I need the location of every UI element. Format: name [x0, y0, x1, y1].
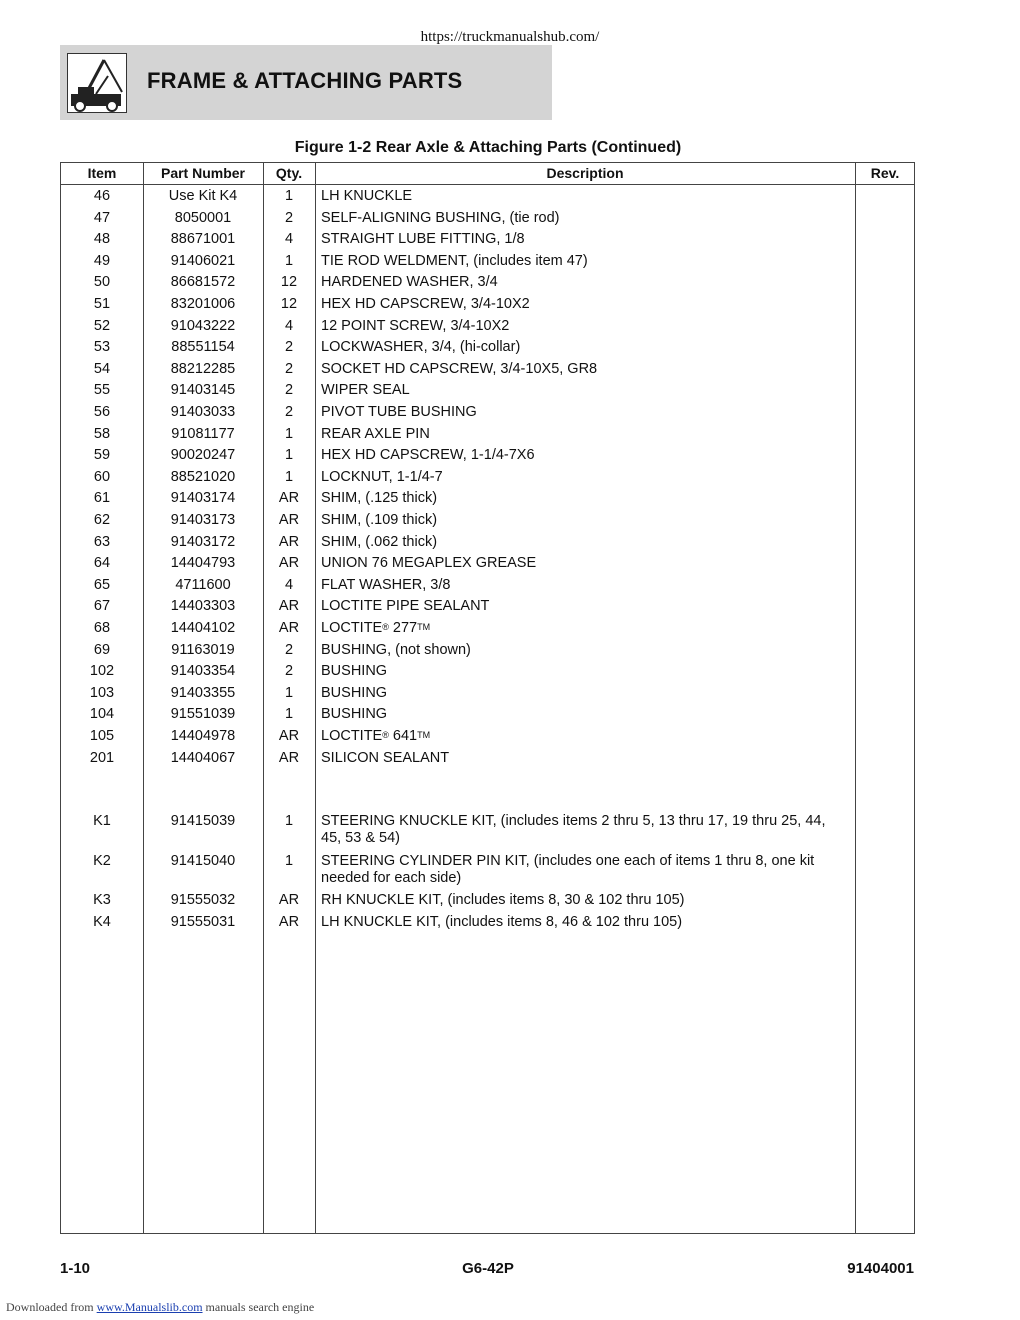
description-text: PIVOT TUBE BUSHING [321, 404, 477, 420]
qty-cell: 2 [284, 209, 294, 226]
part-number-cell: 91043222 [170, 317, 236, 334]
description-cell [321, 231, 851, 248]
item-cell: 68 [93, 620, 111, 636]
page-number: 1-10 [60, 1260, 91, 1277]
description-text: RH KNUCKLE KIT, (includes items 8, 30 & 102 thru 105) [321, 892, 685, 908]
item-cell: 64 [93, 555, 111, 572]
description-cell [321, 404, 851, 421]
description-text: BUSHING [321, 663, 388, 680]
table-header [61, 163, 914, 185]
qty-cell: 2 [284, 404, 294, 420]
part-number-cell: 4711600 [175, 576, 231, 593]
description-continued: needed for each side) [321, 870, 462, 886]
description-cell [321, 318, 851, 335]
part-number-cell: 91403173 [170, 512, 236, 528]
description-cell [321, 361, 851, 378]
part-number-cell: 91403033 [170, 404, 236, 420]
header-qty: Qty. [275, 165, 303, 181]
description-text: LOCTITE PIPE SEALANT [321, 598, 490, 615]
description-text: LH KNUCKLE [321, 188, 413, 204]
part-number-cell: 91403355 [170, 684, 236, 701]
part-number-cell: 91403145 [170, 382, 236, 399]
qty-cell: 2 [284, 663, 294, 680]
description-cell [321, 598, 851, 615]
description-text: LOCTITE [321, 728, 383, 744]
qty-cell: AR [278, 533, 300, 550]
page-section-title: FRAME & ATTACHING PARTS [147, 68, 463, 93]
qty-cell: AR [278, 892, 300, 908]
item-cell: 50 [93, 274, 111, 291]
description-cell [321, 706, 851, 723]
description-text: LOCKNUT, 1-1/4-7 [321, 468, 443, 485]
part-number-cell: 91415040 [170, 853, 236, 869]
column-divider [855, 163, 856, 1233]
description-cell [321, 914, 851, 931]
item-cell: 67 [93, 598, 111, 615]
part-number-cell: 91406021 [170, 252, 236, 269]
parts-table [60, 162, 915, 1234]
part-number-cell: 91415039 [170, 813, 236, 829]
part-number-cell: 14404067 [170, 749, 236, 766]
description-continued: 45, 53 & 54) [321, 830, 400, 846]
part-number-cell: 14404102 [170, 620, 236, 636]
item-cell: 53 [93, 339, 111, 356]
description-cell [321, 728, 851, 745]
part-number-cell: 88551154 [171, 339, 235, 356]
description-text: LOCKWASHER, 3/4, (hi-collar) [321, 339, 521, 356]
qty-cell: 1 [284, 853, 294, 869]
column-divider [315, 163, 316, 1233]
description-cell [321, 620, 851, 637]
description-cell [321, 534, 851, 551]
description-cell [321, 512, 851, 529]
download-prefix: Downloaded from [6, 1300, 97, 1314]
download-suffix: manuals search engine [202, 1300, 315, 1314]
registered-mark: ® [382, 730, 389, 740]
item-cell: K3 [93, 892, 111, 908]
part-number-cell: 14404793 [170, 555, 236, 572]
qty-cell: 1 [284, 188, 294, 204]
qty-cell: 2 [284, 360, 294, 377]
item-cell: 103 [89, 684, 115, 701]
description-text: HARDENED WASHER, 3/4 [321, 274, 498, 291]
description-text: HEX HD CAPSCREW, 1-1/4-7X6 [321, 447, 535, 464]
header-rev: Rev. [870, 165, 900, 181]
qty-cell: AR [278, 728, 300, 744]
qty-cell: 1 [284, 813, 294, 829]
description-text: 12 POINT SCREW, 3/4-10X2 [321, 317, 510, 334]
qty-cell: AR [278, 512, 300, 528]
part-number-cell: 83201006 [170, 296, 236, 312]
description-cell [321, 490, 851, 507]
qty-cell: 2 [284, 339, 294, 356]
registered-mark: ® [382, 622, 389, 632]
download-note [6, 1300, 314, 1315]
item-cell: 201 [89, 749, 115, 766]
part-number-cell: 91081177 [171, 425, 235, 442]
part-number-cell: 88521020 [170, 468, 236, 485]
part-number-cell: 91555031 [170, 914, 236, 930]
qty-cell: AR [278, 490, 300, 507]
figure-title: Figure 1-2 Rear Axle & Attaching Parts (Continued) [294, 139, 682, 156]
source-url: https://truckmanualshub.com/ [420, 29, 600, 45]
description-cell [321, 188, 851, 205]
description-cell [321, 426, 851, 443]
description-cell [321, 296, 851, 313]
item-cell: 104 [89, 706, 115, 723]
description-cell [321, 642, 851, 659]
description-text: FLAT WASHER, 3/8 [321, 576, 451, 593]
description-suffix: 277 [388, 620, 418, 636]
description-text: WIPER SEAL [321, 382, 410, 399]
description-cell [321, 274, 851, 291]
trademark-mark: TM [417, 730, 431, 740]
qty-cell: 2 [284, 641, 294, 658]
description-suffix: 641 [388, 728, 418, 744]
item-cell: 62 [93, 512, 111, 528]
part-number-cell: 91163019 [171, 641, 235, 658]
qty-cell: AR [278, 749, 300, 766]
description-cell [321, 577, 851, 594]
part-number-cell: 8050001 [174, 209, 232, 226]
item-cell: 60 [93, 468, 111, 485]
item-cell: 65 [93, 576, 111, 593]
qty-cell: 1 [284, 684, 294, 701]
qty-cell: 4 [284, 317, 294, 334]
qty-cell: 4 [284, 576, 294, 593]
item-cell: 105 [89, 728, 115, 744]
qty-cell: 1 [284, 447, 294, 464]
qty-cell: 1 [284, 425, 294, 442]
document-number: 91404001 [847, 1260, 914, 1277]
qty-cell: AR [278, 555, 300, 572]
part-number-cell: 88671001 [170, 231, 236, 248]
part-number-cell: 91555032 [170, 892, 236, 908]
item-cell: 51 [93, 296, 111, 312]
description-text: LOCTITE [321, 620, 383, 636]
qty-cell: AR [278, 914, 300, 930]
part-number-cell: 86681572 [170, 274, 236, 291]
description-text: BUSHING [321, 706, 388, 723]
description-text: REAR AXLE PIN [321, 425, 430, 442]
item-cell: K1 [93, 813, 111, 829]
manualslib-link[interactable]: www.Manualslib.com [96, 1300, 203, 1314]
description-cell [321, 853, 851, 887]
item-cell: 48 [93, 231, 111, 248]
description-text: SOCKET HD CAPSCREW, 3/4-10X5, GR8 [321, 360, 598, 377]
qty-cell: 4 [284, 231, 294, 248]
description-text: SHIM, (.062 thick) [321, 533, 438, 550]
description-text: BUSHING, (not shown) [321, 641, 471, 658]
description-text: SHIM, (.109 thick) [321, 512, 438, 528]
part-number-cell: 90020247 [170, 447, 236, 464]
item-cell: 61 [93, 490, 111, 507]
item-cell: 52 [93, 317, 111, 334]
description-text: BUSHING [321, 684, 388, 701]
header-item: Item [87, 165, 117, 181]
description-text: SELF-ALIGNING BUSHING, (tie rod) [321, 209, 560, 226]
qty-cell: 12 [280, 296, 298, 312]
item-cell: 58 [93, 425, 111, 442]
qty-cell: AR [278, 598, 300, 615]
description-cell [321, 663, 851, 680]
description-text: STEERING CYLINDER PIN KIT, (includes one each of items 1 thru 8, one kit [321, 853, 815, 869]
item-cell: K2 [93, 853, 111, 869]
item-cell: 69 [93, 641, 111, 658]
part-number-cell: 91551039 [170, 706, 236, 723]
description-text: SHIM, (.125 thick) [321, 490, 438, 507]
description-cell [321, 382, 851, 399]
qty-cell: 1 [284, 468, 294, 485]
item-cell: 49 [93, 252, 111, 269]
part-number-cell: 91403174 [170, 490, 236, 507]
description-text: TIE ROD WELDMENT, (includes item 47) [321, 252, 588, 269]
description-text: HEX HD CAPSCREW, 3/4-10X2 [321, 296, 530, 312]
description-text: UNION 76 MEGAPLEX GREASE [321, 555, 537, 572]
part-number-cell: 14403303 [170, 598, 236, 615]
description-cell [321, 210, 851, 227]
trademark-mark: TM [417, 622, 431, 632]
item-cell: 46 [93, 188, 111, 204]
item-cell: K4 [93, 914, 111, 930]
qty-cell: AR [278, 620, 300, 636]
item-cell: 102 [89, 663, 115, 680]
header-description: Description [546, 165, 624, 181]
description-text: SILICON SEALANT [321, 749, 450, 766]
item-cell: 54 [93, 360, 111, 377]
description-cell [321, 339, 851, 356]
item-cell: 56 [93, 404, 111, 420]
telehandler-icon [67, 53, 127, 113]
description-text: STEERING KNUCKLE KIT, (includes items 2 thru 5, 13 thru 17, 19 thru 25, 44, [321, 813, 826, 829]
description-text: STRAIGHT LUBE FITTING, 1/8 [321, 231, 525, 248]
description-cell [321, 447, 851, 464]
part-number-cell: 88212285 [170, 360, 236, 377]
item-cell: 63 [93, 533, 111, 550]
part-number-cell: Use Kit K4 [168, 188, 238, 204]
item-cell: 47 [93, 209, 111, 226]
description-cell [321, 750, 851, 767]
part-number-cell: 91403172 [170, 533, 236, 550]
item-cell: 59 [93, 447, 111, 464]
qty-cell: 12 [280, 274, 298, 291]
description-cell [321, 892, 851, 909]
description-text: LH KNUCKLE KIT, (includes items 8, 46 & 102 thru 105) [321, 914, 683, 930]
description-cell [321, 813, 851, 847]
model-number: G6-42P [462, 1260, 514, 1277]
description-cell [321, 685, 851, 702]
item-cell: 55 [93, 382, 111, 399]
qty-cell: 1 [284, 706, 294, 723]
part-number-cell: 91403354 [170, 663, 236, 680]
qty-cell: 1 [284, 252, 294, 269]
header-part-number: Part Number [160, 165, 246, 181]
description-cell [321, 555, 851, 572]
qty-cell: 2 [284, 382, 294, 399]
description-cell [321, 469, 851, 486]
description-cell [321, 253, 851, 270]
part-number-cell: 14404978 [170, 728, 236, 744]
